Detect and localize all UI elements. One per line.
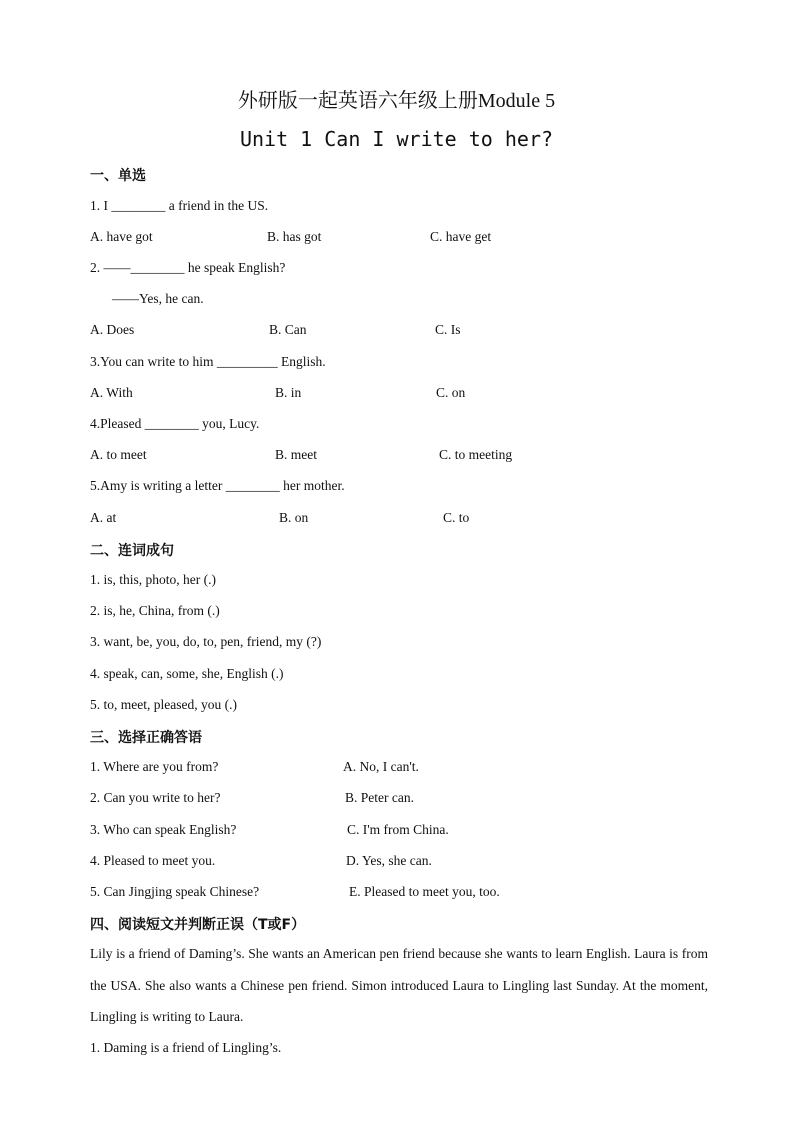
matching-question: 4. Pleased to meet you. <box>90 853 216 868</box>
q5-option-c: C. to <box>443 510 470 525</box>
section-heading-single-choice: 一、单选 <box>90 168 146 184</box>
question-3: 3.You can write to him _________ English. <box>90 354 326 369</box>
q2-option-a: A. Does <box>90 322 135 337</box>
section-heading-matching: 三、选择正确答语 <box>90 730 202 746</box>
matching-question: 5. Can Jingjing speak Chinese? <box>90 884 260 899</box>
matching-answer: D. Yes, she can. <box>346 853 432 868</box>
section-heading-reading: 四、阅读短文并判断正误（T或F） <box>90 917 306 933</box>
q3-option-a: A. With <box>90 385 133 400</box>
q1-option-c: C. have get <box>430 229 492 244</box>
document-title: 外研版一起英语六年级上册Module 5 <box>237 90 556 112</box>
q3-option-c: C. on <box>436 385 466 400</box>
question-4: 4.Pleased ________ you, Lucy. <box>90 416 260 431</box>
question-1: 1. I ________ a friend in the US. <box>90 198 269 213</box>
reading-passage <box>90 938 708 1033</box>
matching-question: 1. Where are you from? <box>90 759 219 774</box>
q2-option-b: B. Can <box>269 322 307 337</box>
matching-question: 2. Can you write to her? <box>90 790 221 805</box>
reading-passage-text: Lily is a friend of Daming’s. She wants an American pen friend because she wants to learn English. Laura is from the USA. She also wants a Chinese pen friend. Simon introduced Laura to Lingling last Sunday. At the moment, Lingling is writing to Laura. <box>90 946 708 1024</box>
matching-answer: E. Pleased to meet you, too. <box>349 884 500 899</box>
word-order-item: 5. to, meet, pleased, you (.) <box>90 697 237 712</box>
matching-question: 3. Who can speak English? <box>90 822 237 837</box>
word-order-item: 4. speak, can, some, she, English (.) <box>90 666 284 681</box>
document-subtitle: Unit 1 Can I write to her? <box>239 127 554 151</box>
section-heading-sentence-building: 二、连词成句 <box>90 543 174 559</box>
word-order-item: 3. want, be, you, do, to, pen, friend, my (?) <box>90 634 322 649</box>
word-order-item: 1. is, this, photo, her (.) <box>90 572 216 587</box>
q4-option-a: A. to meet <box>90 447 147 462</box>
q1-option-b: B. has got <box>267 229 322 244</box>
q1-option-a: A. have got <box>90 229 153 244</box>
q2-option-c: C. Is <box>435 322 461 337</box>
question-2: 2. ——________ he speak English? <box>90 260 286 275</box>
matching-answer: C. I'm from China. <box>347 822 449 837</box>
matching-answer: B. Peter can. <box>345 790 414 805</box>
matching-answer: A. No, I can't. <box>343 759 419 774</box>
word-order-item: 2. is, he, China, from (.) <box>90 603 220 618</box>
question-2-reply: ——Yes, he can. <box>112 291 204 306</box>
q4-option-c: C. to meeting <box>439 447 513 462</box>
q3-option-b: B. in <box>275 385 302 400</box>
q5-option-b: B. on <box>279 510 309 525</box>
question-5: 5.Amy is writing a letter ________ her mother. <box>90 478 345 493</box>
true-false-statement: 1. Daming is a friend of Lingling’s. <box>90 1040 282 1055</box>
q5-option-a: A. at <box>90 510 117 525</box>
q4-option-b: B. meet <box>275 447 317 462</box>
